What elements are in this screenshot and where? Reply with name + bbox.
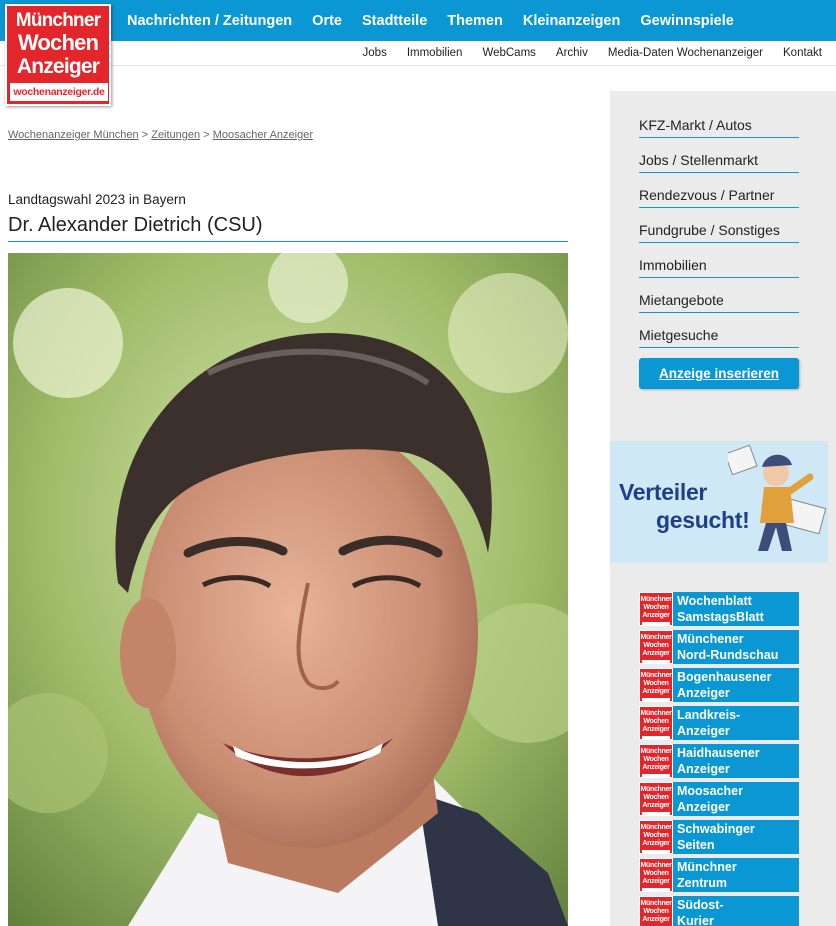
paper-name: Moosacher Anzeiger [677, 784, 743, 814]
paper-name: Südost- Kurier [677, 898, 724, 926]
logo-line-2: Wochen [17, 30, 99, 55]
sidebar-link-kfz[interactable]: KFZ-Markt / Autos [639, 103, 799, 138]
sidebar-link-mietgesuche[interactable]: Mietgesuche [639, 313, 799, 348]
breadcrumb-item-moosacher[interactable]: Moosacher Anzeiger [212, 129, 313, 141]
wochenanzeiger-logo-icon: Münchner Wochen Anzeiger [639, 706, 673, 740]
promo-line-2: gesucht! [656, 507, 750, 533]
paper-link-landkreis[interactable] [639, 706, 799, 740]
paper-name: Münchener Nord-Rundschau [677, 632, 779, 662]
paper-link-bogenhausener[interactable] [639, 668, 799, 702]
logo-url: wochenanzeiger.de [10, 83, 108, 101]
newspaper-boy-icon [728, 441, 828, 563]
paper-name: Schwabinger Seiten [677, 822, 755, 852]
nav-item-themen[interactable]: Themen [447, 12, 503, 29]
paper-link-nord-rundschau[interactable] [639, 630, 799, 664]
logo-line-3: Anzeiger [16, 55, 100, 78]
paper-link-schwabinger[interactable] [639, 820, 799, 854]
anzeige-inserieren-button[interactable]: Anzeige inserieren [639, 358, 799, 389]
wochenanzeiger-logo-icon: Münchner Wochen Anzeiger [639, 744, 673, 778]
promo-line-1: Verteiler [619, 479, 708, 505]
article-headline: Dr. Alexander Dietrich (CSU) [8, 214, 263, 236]
sidebar-link-immobilien[interactable]: Immobilien [639, 243, 799, 278]
main-navigation [127, 0, 754, 41]
header-divider [0, 65, 836, 66]
candidate-portrait-photo [8, 253, 568, 926]
paper-name: Landkreis- Anzeiger [677, 708, 741, 738]
wochenanzeiger-logo-icon: Münchner Wochen Anzeiger [639, 668, 673, 702]
headline-underline [8, 241, 568, 242]
paper-link-haidhausener[interactable] [639, 744, 799, 778]
verteiler-gesucht-banner[interactable] [610, 441, 828, 563]
breadcrumb-separator: > [200, 129, 213, 141]
paper-name: Bogenhausener Anzeiger [677, 670, 772, 700]
paper-name: Münchner Zentrum [677, 860, 737, 890]
sidebar-link-rendezvous[interactable]: Rendezvous / Partner [639, 173, 799, 208]
breadcrumb-item-home[interactable]: Wochenanzeiger München [8, 129, 139, 141]
wochenanzeiger-logo-icon: Münchner Wochen Anzeiger [639, 858, 673, 892]
subnav-item-archiv[interactable]: Archiv [555, 47, 588, 59]
subnav-item-media-daten[interactable]: Media-Daten Wochenanzeiger [607, 47, 763, 59]
nav-item-gewinnspiele[interactable]: Gewinnspiele [640, 12, 734, 29]
secondary-navigation [343, 41, 822, 65]
wochenanzeiger-logo-icon: Münchner Wochen Anzeiger [639, 820, 673, 854]
paper-link-suedost[interactable] [639, 896, 799, 926]
nav-item-nachrichten[interactable]: Nachrichten / Zeitungen [127, 12, 293, 29]
subnav-item-kontakt[interactable]: Kontakt [783, 47, 822, 59]
wochenanzeiger-logo-icon: Münchner Wochen Anzeiger [639, 592, 673, 626]
breadcrumb [8, 129, 313, 141]
sidebar-link-mietangebote[interactable]: Mietangebote [639, 278, 799, 313]
nav-item-stadtteile[interactable]: Stadtteile [362, 12, 428, 29]
article-kicker: Landtagswahl 2023 in Bayern [8, 192, 186, 207]
breadcrumb-item-zeitungen[interactable]: Zeitungen [151, 129, 201, 141]
wochenanzeiger-logo-icon: Münchner Wochen Anzeiger [639, 630, 673, 664]
subnav-item-jobs[interactable]: Jobs [362, 47, 387, 59]
paper-link-zentrum[interactable] [639, 858, 799, 892]
portrait-illustration [8, 253, 568, 926]
paper-name: Wochenblatt SamstagsBlatt [677, 594, 764, 624]
logo-line-1: Münchner [15, 10, 101, 31]
nav-item-orte[interactable]: Orte [312, 12, 342, 29]
wochenanzeiger-logo-icon: Münchner Wochen Anzeiger [639, 896, 673, 926]
sidebar-link-fundgrube[interactable]: Fundgrube / Sonstiges [639, 208, 799, 243]
paper-link-wochenblatt[interactable] [639, 592, 799, 626]
sidebar-link-jobs[interactable]: Jobs / Stellenmarkt [639, 138, 799, 173]
paper-link-moosacher[interactable] [639, 782, 799, 816]
breadcrumb-separator: > [138, 129, 152, 141]
nav-item-kleinanzeigen[interactable]: Kleinanzeigen [522, 12, 621, 29]
paper-name: Haidhausener Anzeiger [677, 746, 760, 776]
subnav-item-webcams[interactable]: WebCams [482, 47, 536, 59]
site-logo[interactable] [5, 4, 111, 106]
subnav-item-immobilien[interactable]: Immobilien [406, 47, 463, 59]
wochenanzeiger-logo-icon: Münchner Wochen Anzeiger [639, 782, 673, 816]
